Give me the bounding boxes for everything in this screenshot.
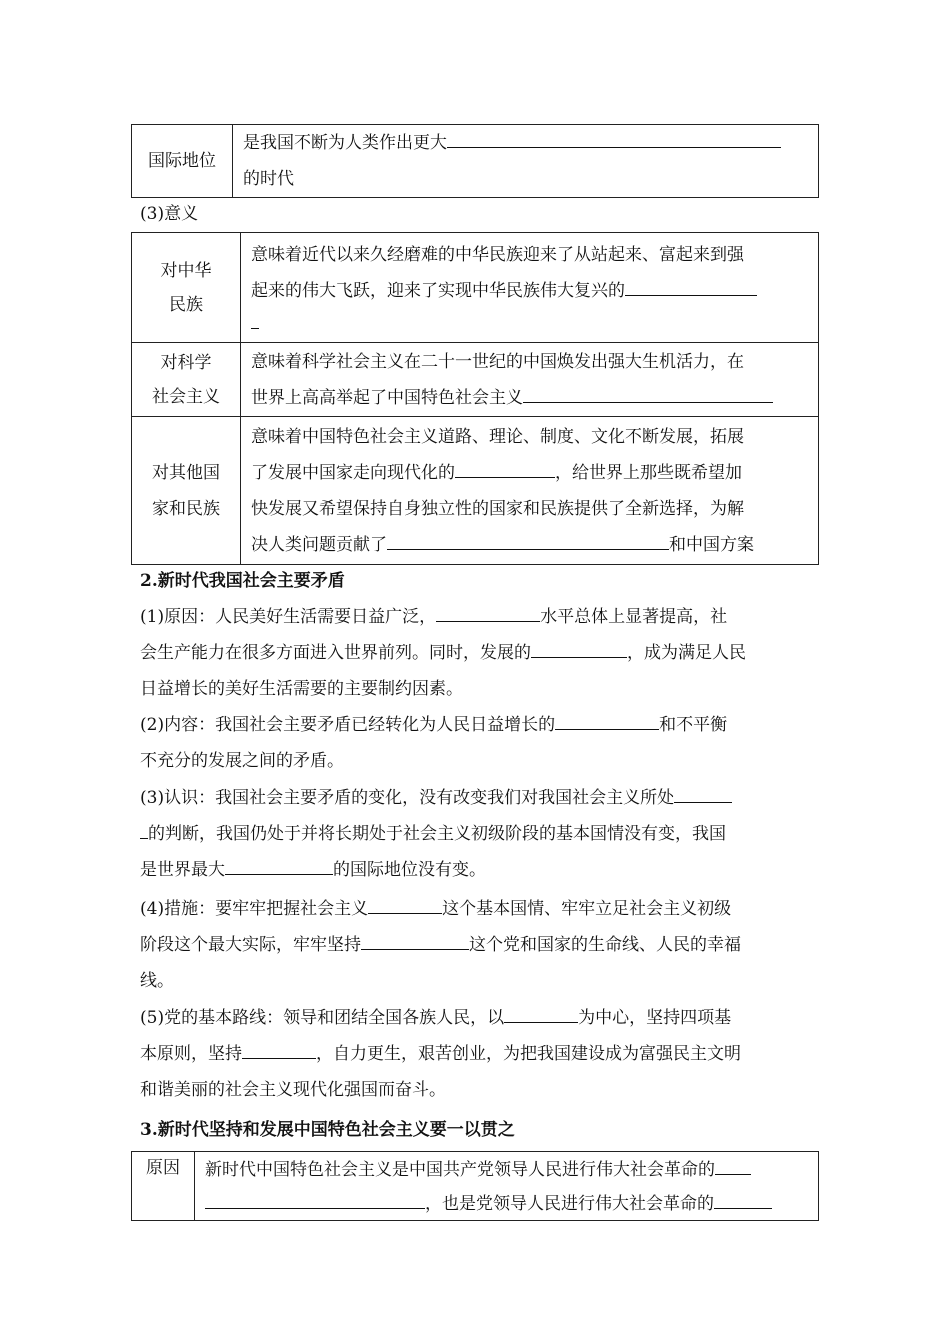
- blank: [361, 927, 469, 950]
- paragraph-line: 会生产能力在很多方面进入世界前列。同时，发展的 ，成为满足人民: [140, 635, 812, 671]
- paragraph-line: 本原则，坚持 ，自力更生，艰苦创业，为把我国建设成为富强民主文明: [140, 1036, 812, 1072]
- blank: [251, 314, 259, 329]
- row-label: 对其他国 家和民族: [132, 417, 241, 565]
- paragraph-line: 的判断，我国仍处于并将长期处于社会主义初级阶段的基本国情没有变，我国: [140, 816, 812, 852]
- blank: [455, 455, 555, 478]
- table-reason: [131, 1151, 819, 1221]
- table-international-status: [131, 124, 819, 198]
- heading-significance: (3)意义: [140, 204, 199, 224]
- row-content: 意味着科学社会主义在二十一世纪的中国焕发出强大生机活力，在 世界上高高举起了中国特色社会主义: [241, 343, 819, 417]
- blank: [205, 1186, 425, 1209]
- row-content: 新时代中国特色社会主义是中国共产党领导人民进行伟大社会革命的 ，也是党领导人民进行伟大社会革命的: [195, 1152, 819, 1221]
- table-label: 国际地位: [132, 125, 233, 198]
- blank: [531, 635, 627, 658]
- section-title: 3.新时代坚持和发展中国特色社会主义要一以贯之: [140, 1120, 515, 1140]
- row-label: 对科学 社会主义: [132, 343, 241, 417]
- paragraph-line: (4)措施：要牢牢把握社会主义 这个基本国情、牢牢立足社会主义初级: [140, 891, 812, 927]
- row-content: 意味着中国特色社会主义道路、理论、制度、文化不断发展，拓展 了发展中国家走向现代化的 ，给世界上那些既希望加 快发展又希望保持自身独立性的国家和民族提供了全新选择，为解 决人类问题贡献了 和中国方案: [241, 417, 819, 565]
- blank: [523, 380, 773, 403]
- paragraph-line: 不充分的发展之间的矛盾。: [140, 751, 344, 771]
- blank: [674, 780, 732, 803]
- section-title: 2.新时代我国社会主要矛盾: [140, 571, 345, 591]
- blank: [387, 527, 669, 550]
- row-content: 意味着近代以来久经磨难的中华民族迎来了从站起来、富起来到强 起来的伟大飞跃，迎来了实现中华民族伟大复兴的: [241, 233, 819, 343]
- blank: [447, 125, 781, 148]
- blank: [625, 273, 757, 296]
- paragraph-line: (2)内容：我国社会主要矛盾已经转化为人民日益增长的 和不平衡: [140, 707, 812, 743]
- row-label: 原因: [132, 1152, 195, 1221]
- blank: [368, 891, 442, 914]
- table-content: 是我国不断为人类作出更大 的时代: [233, 125, 819, 198]
- blank: [555, 707, 659, 730]
- blank: [715, 1152, 751, 1175]
- paragraph-line: (5)党的基本路线：领导和团结全国各族人民，以 为中心，坚持四项基: [140, 1000, 812, 1036]
- paragraph-line: 和谐美丽的社会主义现代化强国而奋斗。: [140, 1080, 446, 1100]
- paragraph-line: 是世界最大 的国际地位没有变。: [140, 852, 812, 888]
- blank: [504, 1000, 578, 1023]
- paragraph-line: 线。: [140, 971, 174, 991]
- paragraph-line: (3)认识：我国社会主要矛盾的变化，没有改变我们对我国社会主义所处: [140, 780, 812, 816]
- blank: [225, 852, 333, 875]
- paragraph-line: 日益增长的美好生活需要的主要制约因素。: [140, 679, 463, 699]
- blank: [140, 816, 148, 839]
- row-label: 对中华 民族: [132, 233, 241, 343]
- blank: [714, 1186, 772, 1209]
- blank: [436, 599, 540, 622]
- paragraph-line: 阶段这个最大实际，牢牢坚持 这个党和国家的生命线、人民的幸福: [140, 927, 812, 963]
- table-significance: [131, 232, 819, 565]
- paragraph-line: (1)原因：人民美好生活需要日益广泛， 水平总体上显著提高，社: [140, 599, 812, 635]
- blank: [242, 1036, 316, 1059]
